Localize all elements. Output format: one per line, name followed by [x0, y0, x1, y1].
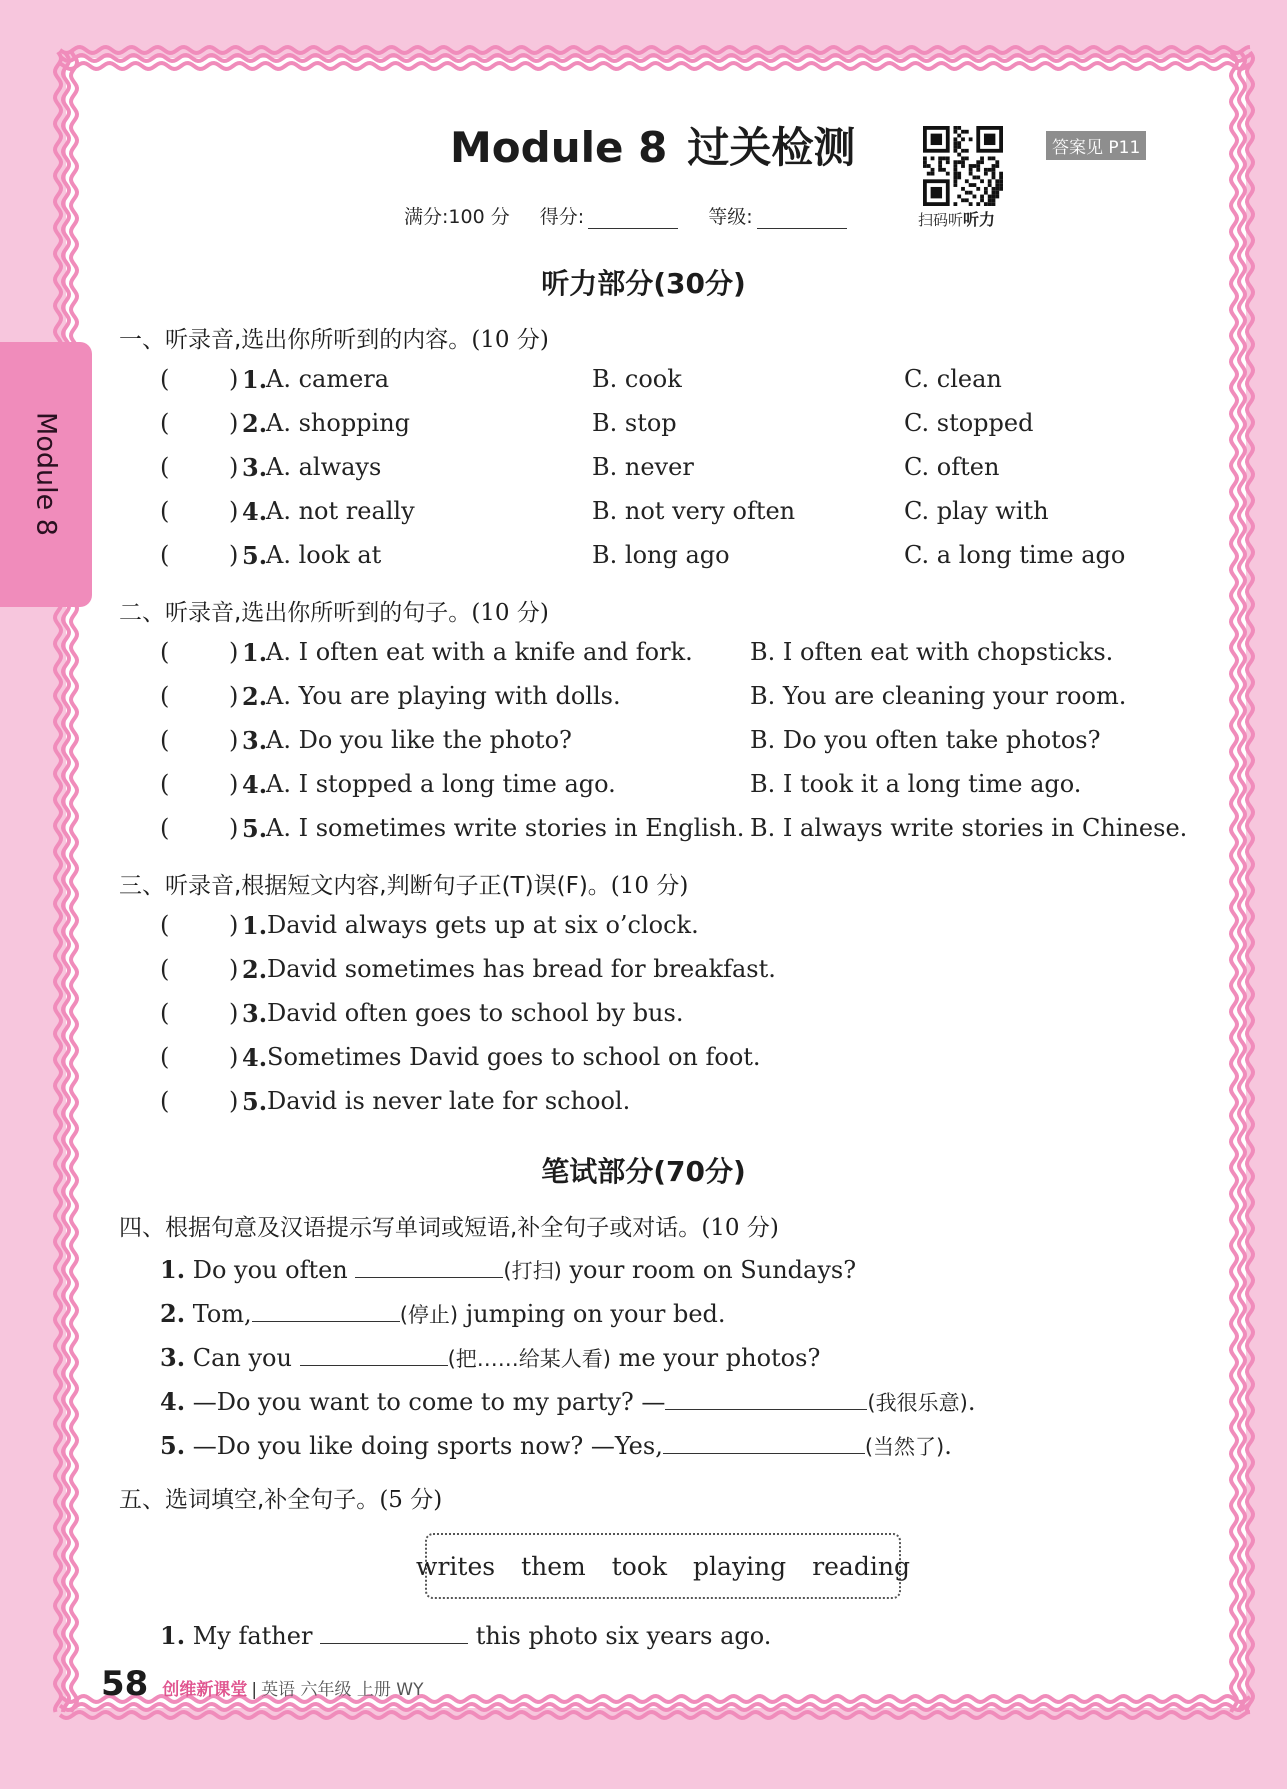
- section-2-heading: 二、听录音,选出你所听到的句子。(10 分): [119, 600, 549, 626]
- answer-paren[interactable]: ): [229, 999, 239, 1027]
- answer-paren[interactable]: (: [160, 726, 170, 754]
- answer-blank[interactable]: [300, 1341, 448, 1366]
- option-b: B. You are cleaning your room.: [750, 682, 1127, 710]
- option-b: B. cook: [592, 365, 682, 393]
- answer-paren[interactable]: (: [160, 955, 170, 983]
- option-a: A. always: [266, 453, 382, 481]
- answer-paren[interactable]: ): [229, 770, 239, 798]
- answer-blank[interactable]: [665, 1385, 867, 1410]
- option-a: A. Do you like the photo?: [266, 726, 572, 754]
- option-a: A. shopping: [266, 409, 411, 437]
- answer-paren[interactable]: ): [229, 955, 239, 983]
- title-cn: 过关检测: [687, 123, 856, 172]
- question-number: 1.: [242, 365, 268, 394]
- brand-name: 创维新课堂: [162, 1680, 248, 1700]
- question-number: 3.: [242, 453, 268, 482]
- option-b: B. not very often: [592, 497, 796, 525]
- answer-paren[interactable]: ): [229, 726, 239, 754]
- option-a: A. I often eat with a knife and fork.: [266, 638, 693, 666]
- fill-item-1: 1. Do you often (打扫) your room on Sundays?: [160, 1255, 857, 1284]
- section-4-heading: 四、根据句意及汉语提示写单词或短语,补全句子或对话。(10 分): [119, 1215, 779, 1241]
- answer-paren[interactable]: (: [160, 541, 170, 569]
- question-number: 4.: [242, 770, 268, 799]
- option-c: C. a long time ago: [904, 541, 1126, 569]
- score-line: [404, 202, 871, 229]
- qr-caption: 扫码听听力: [918, 210, 996, 229]
- statement-text: Sometimes David goes to school on foot.: [267, 1043, 761, 1071]
- answer-paren[interactable]: ): [229, 497, 239, 525]
- grade-field[interactable]: [757, 228, 847, 229]
- option-a: A. You are playing with dolls.: [266, 682, 621, 710]
- question-number: 5.: [242, 814, 268, 843]
- answer-paren[interactable]: (: [160, 682, 170, 710]
- option-b: B. stop: [592, 409, 677, 437]
- side-tab: [0, 342, 92, 607]
- option-b: B. I always write stories in Chinese.: [750, 814, 1188, 842]
- side-tab-label: Module 8: [30, 412, 62, 536]
- answer-paren[interactable]: ): [229, 638, 239, 666]
- question-number: 4.: [242, 1043, 268, 1072]
- listening-part-title: 听力部分(30分): [541, 267, 746, 300]
- section-5-heading: 五、选词填空,补全句子。(5 分): [119, 1487, 443, 1513]
- answer-paren[interactable]: ): [229, 409, 239, 437]
- statement-text: David sometimes has bread for breakfast.: [267, 955, 776, 983]
- score-label: 得分:: [539, 206, 585, 228]
- answer-paren[interactable]: ): [229, 682, 239, 710]
- question-number: 3.: [242, 999, 268, 1028]
- question-number: 2.: [242, 409, 268, 438]
- qr-code-icon[interactable]: [923, 126, 1003, 206]
- word-bank-item: reading: [812, 1551, 910, 1581]
- answer-reference-badge: 答案见 P11: [1046, 131, 1146, 160]
- option-b: B. I took it a long time ago.: [750, 770, 1082, 798]
- answer-blank[interactable]: [355, 1253, 503, 1278]
- answer-paren[interactable]: ): [229, 1087, 239, 1115]
- question-number: 3.: [242, 726, 268, 755]
- option-c: C. stopped: [904, 409, 1034, 437]
- page-number: 58: [101, 1664, 149, 1704]
- option-a: A. look at: [266, 541, 382, 569]
- written-part-title: 笔试部分(70分): [541, 1155, 746, 1188]
- answer-paren[interactable]: ): [229, 911, 239, 939]
- option-a: A. I stopped a long time ago.: [266, 770, 616, 798]
- statement-text: David often goes to school by bus.: [267, 999, 684, 1027]
- answer-paren[interactable]: ): [229, 541, 239, 569]
- question-number: 4.: [242, 497, 268, 526]
- fill-item-3: 3. Can you (把……给某人看) me your photos?: [160, 1343, 821, 1372]
- answer-paren[interactable]: (: [160, 911, 170, 939]
- answer-blank[interactable]: [663, 1429, 865, 1454]
- grade-label: 等级:: [708, 206, 753, 228]
- book-info: 英语 六年级 上册 WY: [261, 1680, 424, 1700]
- answer-paren[interactable]: (: [160, 770, 170, 798]
- answer-blank[interactable]: [252, 1297, 400, 1322]
- answer-paren[interactable]: (: [160, 497, 170, 525]
- answer-paren[interactable]: (: [160, 814, 170, 842]
- page-footer: 58 创维新课堂 | 英语 六年级 上册 WY: [101, 1664, 424, 1704]
- option-b: B. never: [592, 453, 694, 481]
- answer-paren[interactable]: (: [160, 365, 170, 393]
- word-bank: [416, 1533, 910, 1599]
- option-b: B. Do you often take photos?: [750, 726, 1101, 754]
- answer-paren[interactable]: ): [229, 365, 239, 393]
- question-number: 1.: [242, 911, 268, 940]
- word-fill-item-1: 1. My father this photo six years ago.: [160, 1621, 772, 1650]
- section-3-heading: 三、听录音,根据短文内容,判断句子正(T)误(F)。(10 分): [119, 873, 689, 899]
- option-a: A. I sometimes write stories in English.: [266, 814, 745, 842]
- question-number: 5.: [242, 541, 268, 570]
- statement-text: David is never late for school.: [267, 1087, 631, 1115]
- answer-paren[interactable]: (: [160, 638, 170, 666]
- word-bank-item: playing: [693, 1551, 787, 1581]
- fill-item-2: 2. Tom, (停止) jumping on your bed.: [160, 1299, 726, 1328]
- question-number: 2.: [242, 682, 268, 711]
- answer-paren[interactable]: (: [160, 409, 170, 437]
- question-number: 5.: [242, 1087, 268, 1116]
- title-en: Module 8: [450, 123, 668, 172]
- option-c: C. often: [904, 453, 1000, 481]
- answer-paren[interactable]: ): [229, 453, 239, 481]
- page-title: [450, 115, 855, 175]
- answer-paren[interactable]: (: [160, 999, 170, 1027]
- answer-paren[interactable]: ): [229, 814, 239, 842]
- question-number: 1.: [242, 638, 268, 667]
- answer-paren[interactable]: (: [160, 453, 170, 481]
- option-b: B. long ago: [592, 541, 730, 569]
- answer-blank[interactable]: [320, 1619, 468, 1644]
- answer-paren[interactable]: (: [160, 1043, 170, 1071]
- answer-paren[interactable]: (: [160, 1087, 170, 1115]
- word-bank-item: took: [611, 1551, 668, 1581]
- option-b: B. I often eat with chopsticks.: [750, 638, 1114, 666]
- answer-paren[interactable]: ): [229, 1043, 239, 1071]
- fill-item-5: 5. —Do you like doing sports now? —Yes, (当然了).: [160, 1431, 952, 1460]
- fill-item-4: 4. —Do you want to come to my party? — (我很乐意).: [160, 1387, 976, 1416]
- score-field[interactable]: [588, 228, 678, 229]
- option-a: A. not really: [266, 497, 415, 525]
- full-score: 满分:100 分: [404, 206, 510, 228]
- question-number: 2.: [242, 955, 268, 984]
- section-1-heading: 一、听录音,选出你所听到的内容。(10 分): [119, 327, 549, 353]
- statement-text: David always gets up at six o’clock.: [267, 911, 699, 939]
- option-c: C. clean: [904, 365, 1002, 393]
- option-a: A. camera: [266, 365, 390, 393]
- word-bank-item: them: [521, 1551, 586, 1581]
- word-bank-item: writes: [416, 1551, 496, 1581]
- option-c: C. play with: [904, 497, 1049, 525]
